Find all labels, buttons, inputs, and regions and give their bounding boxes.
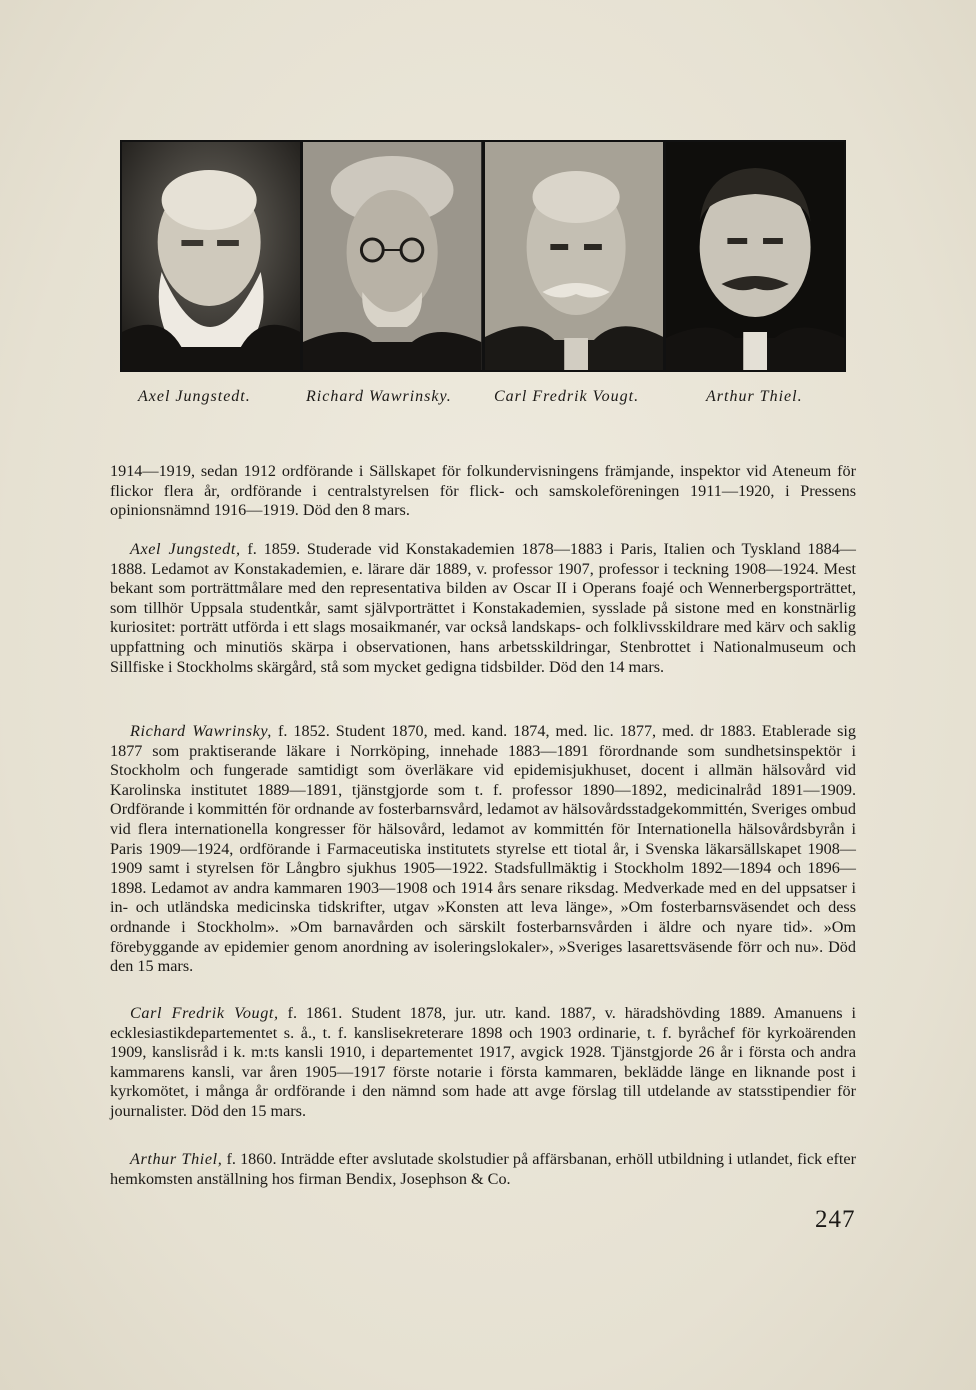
portrait-richard-wawrinsky <box>303 142 481 370</box>
bio-text: f. 1861. Student 1878, jur. utr. kand. 1887, v. häradshövding 1889. Amanuens i ecklesiastikdepartementet s. å., t. f. kanslisekreterare 1898 och 1903 ordinarie, t. f. byråchef för kyrkoärenden 1909, kanslisråd i k. m:ts kansli 1910, i departementet 1917, avgick 1928. Tjänstgjorde 26 år i första och andra kammarens kansli, var åren 1905—1917 förste notarie i första kammaren, beklädde länge en liknande post i kyrkomötet, i många år ordförande i den nämnd som hade att avge förslag till utdelande av statsstipendier för journalister. Död den 15 mars. <box>110 1004 856 1120</box>
caption-richard-wawrinsky: Richard Wawrinsky. <box>306 388 452 405</box>
bio-text: f. 1859. Studerade vid Konstakademien 1878—1883 i Paris, Italien och Tyskland 1884—1888. Ledamot av Konstakademien, e. lärare där 1889, v. professor 1907, professor i teckning 1908—1924. Mest bekant som porträttmålare med den representativa bilden av Oscar II i Operans foajé och Wennerbergsporträttet, som tillhör Uppsala studentkår, samt självporträttet i Konstakademien, sysslade på sistone med en konstnärlig kuriositet: porträtt utförda i ett slags mosaikmanér, var också landskaps- och folklivsskildrare med kärv och saklig uppfattning och minutiös skärpa i observationen, hans arbetsskildringar, Stenbrottet i Nationalmuseum och Sillfiske i Stockholms skärgård, stå som mycket gedigna tidsbilder. Död den 14 mars. <box>110 540 856 676</box>
portrait-photo <box>485 142 663 370</box>
portrait-photo <box>303 142 481 370</box>
intro-text: 1914—1919, sedan 1912 ordförande i Sällskapet för folkundervisningens främjande, inspektor vid Ateneum för flickor flera år, ordförande i centralstyrelsen för flick- och samskoleföreningen 1911—1920, i Pressens opinionsnämnd 1916—1919. Död den 8 mars. <box>110 462 856 520</box>
caption-carl-fredrik-vougt: Carl Fredrik Vougt. <box>494 388 640 405</box>
portrait-photo <box>666 142 844 370</box>
bio-name: Arthur Thiel, <box>130 1150 223 1168</box>
intro-paragraph <box>110 462 856 521</box>
caption-arthur-thiel: Arthur Thiel. <box>706 388 803 405</box>
bio-arthur-thiel <box>110 1150 856 1189</box>
bio-richard-wawrinsky <box>110 722 856 977</box>
caption-axel-jungstedt: Axel Jungstedt. <box>138 388 251 405</box>
bio-axel-jungstedt <box>110 540 856 677</box>
bio-text: f. 1860. Inträdde efter avslutade skolstudier på affärsbanan, erhöll utbildning i utlandet, fick efter hemkomsten anställning hos firman Bendix, Josephson & Co. <box>110 1150 856 1188</box>
page-number: 247 <box>815 1206 856 1233</box>
portrait-axel-jungstedt <box>122 142 300 370</box>
portrait-strip <box>120 140 846 372</box>
bio-name: Richard Wawrinsky, <box>130 722 272 740</box>
portrait-photo <box>122 142 300 370</box>
bio-text: f. 1852. Student 1870, med. kand. 1874, med. lic. 1877, med. dr 1883. Etablerade sig 1877 som praktiserande läkare i Norrköping, innehade 1883—1891 förordnande som sundhetsinspektör i Stockholm och fungerade samtidigt som överläkare vid epidemisjukhuset, docent i allmän hälsovård vid Karolinska institutet 1889—1891, tjänstgjorde som t. f. professor 1890—1892, medicinalråd 1891—1909. Ordförande i kommittén för ordnande av fosterbarnsvård, ledamot av hälsovårdsstadgekommittén, Sveriges ombud vid flera internationella kongresser för hälsovård, ledamot av kommittén för Internationella hälsovårdsbyrån i Paris 1909—1924, ordförande i Farmaceutiska institutets styrelse ett tiotal år, i Svenska läkarsällskapet 1908—1909 samt i styrelsen för Långbro sjukhus 1905—1922. Stadsfullmäktig i Stockholm 1892—1894 och 1896—1898. Ledamot av andra kammaren 1903—1908 och 1914 års senare riksdag. Medverkade med en del uppsatser i in- och utländska medicinska tidskrifter, utgav »Konsten att leva länge», »Om fosterbarnsväsendet och dess ordnande i Stockholm». »Om barnavården och särskilt fosterbarnsvården i äldre och nyare tid». »Om förebyggande av epidemier genom anordning av isoleringslokaler», »Sveriges lasarettsväsende förr och nu». Död den 15 mars. <box>110 722 856 976</box>
portrait-arthur-thiel <box>666 142 844 370</box>
bio-name: Axel Jungstedt, <box>130 540 241 558</box>
portrait-captions <box>120 388 846 412</box>
portrait-carl-fredrik-vougt <box>485 142 663 370</box>
bio-carl-fredrik-vougt <box>110 1004 856 1122</box>
bio-name: Carl Fredrik Vougt, <box>130 1004 279 1022</box>
